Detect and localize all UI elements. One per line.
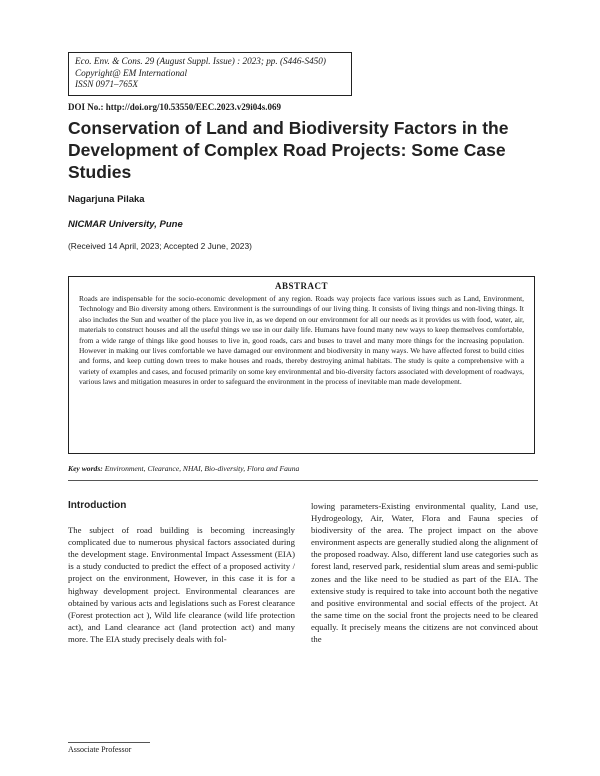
author-affiliation: NICMAR University, Pune <box>68 219 183 230</box>
footnote-author-role: Associate Professor <box>68 745 132 754</box>
abstract-box <box>68 276 535 454</box>
paper-title: Conservation of Land and Biodiversity Factors in the Development of Complex Road Projects: Some Case Studies <box>68 118 509 182</box>
body-column-right <box>311 500 538 645</box>
journal-issn-line: ISSN 0971–765X <box>75 79 139 89</box>
keywords-line <box>68 464 538 473</box>
journal-copyright-line: Copyright@ EM International <box>75 67 188 78</box>
received-accepted-dates: (Received 14 April, 2023; Accepted 2 June, 2023) <box>68 241 252 251</box>
introduction-paragraph-right: lowing parameters-Existing environmental quality, Land use, Hydrogeology, Air, Water, Flora and Fauna species of biodiversity of the area. The project impact on the above environment aspects are generally studied along the alignment of the proposed roadway. Also, different land use categories such as forest land, reserved park, residential slum areas and semi-public zones and the like need to be studied as part of the EIA. The extensive study is required to take into account both the negative and positive environmental and social effects of the project. At the same time on the social front the projects need to be cleared equally. It precisely means the citizens are not convinced about the <box>311 501 538 645</box>
body-column-left <box>68 500 295 645</box>
keywords-text: Environment, Clearance, NHAI, Bio-diversity, Flora and Fauna <box>104 464 300 473</box>
abstract-text: Roads are indispensable for the socio-economic development of any region. Roads way projects face various issues such as Land, Environment, Technology and Bio diversity among others. Environment is the surroundings of our living thing. It consists of living things and non-living things. It also includes the Sun and weather of the place you live in, as we depend on our environment for all our needs as it provides us with food, water, air, materials to construct houses and all the useful things we use in our daily life. Humans have found many new ways to keep themselves comfortable, from a wide range of things like good houses to live in, good roads, cars and buses to travel and many more things for the increasing population. However in making our lives comfortable we have damaged our environment and biodiversity in many ways. We have affected forest to build cities and forms, and keep cutting down trees to make houses and roads, thereby destroying animal habitats. The study is quite a comprehensive with a variety of examples and cases, and focused primarily on some key environmental and bio-diversity factors associated with development of roadways, various laws and mitigation measures in order to safeguard the environment in the process of inevitable man made development. <box>79 294 524 387</box>
introduction-paragraph-left: The subject of road building is becoming increasingly complicated due to numerous physical factors associated during the development stage. Environmental Impact Assessment (EIA) is a study conducted to predict the effect of a proposed activity / project on the environment, However, in this case it is for a highway development project. Environmental clearances are obtained by various acts and legislations such as Forest clearance (Forest protection act ), Wild life clearance (wild life protection act), and Land clearance act (land protection act) and many more. The EIA study precisely deals with fol- <box>68 525 296 644</box>
section-divider <box>68 480 538 481</box>
abstract-heading: ABSTRACT <box>274 281 328 291</box>
journal-issue-line: Eco. Env. & Cons. 29 (August Suppl. Issue) : 2023; pp. (S446-S450) <box>75 56 326 66</box>
journal-citation-box <box>68 52 352 96</box>
keywords-label: Key words: <box>68 464 103 473</box>
doi-line: DOI No.: http://doi.org/10.53550/EEC.2023.v29i04s.069 <box>68 102 282 112</box>
introduction-heading: Introduction <box>68 500 127 511</box>
author-name: Nagarjuna Pilaka <box>68 194 145 205</box>
footnote-rule <box>68 742 150 743</box>
